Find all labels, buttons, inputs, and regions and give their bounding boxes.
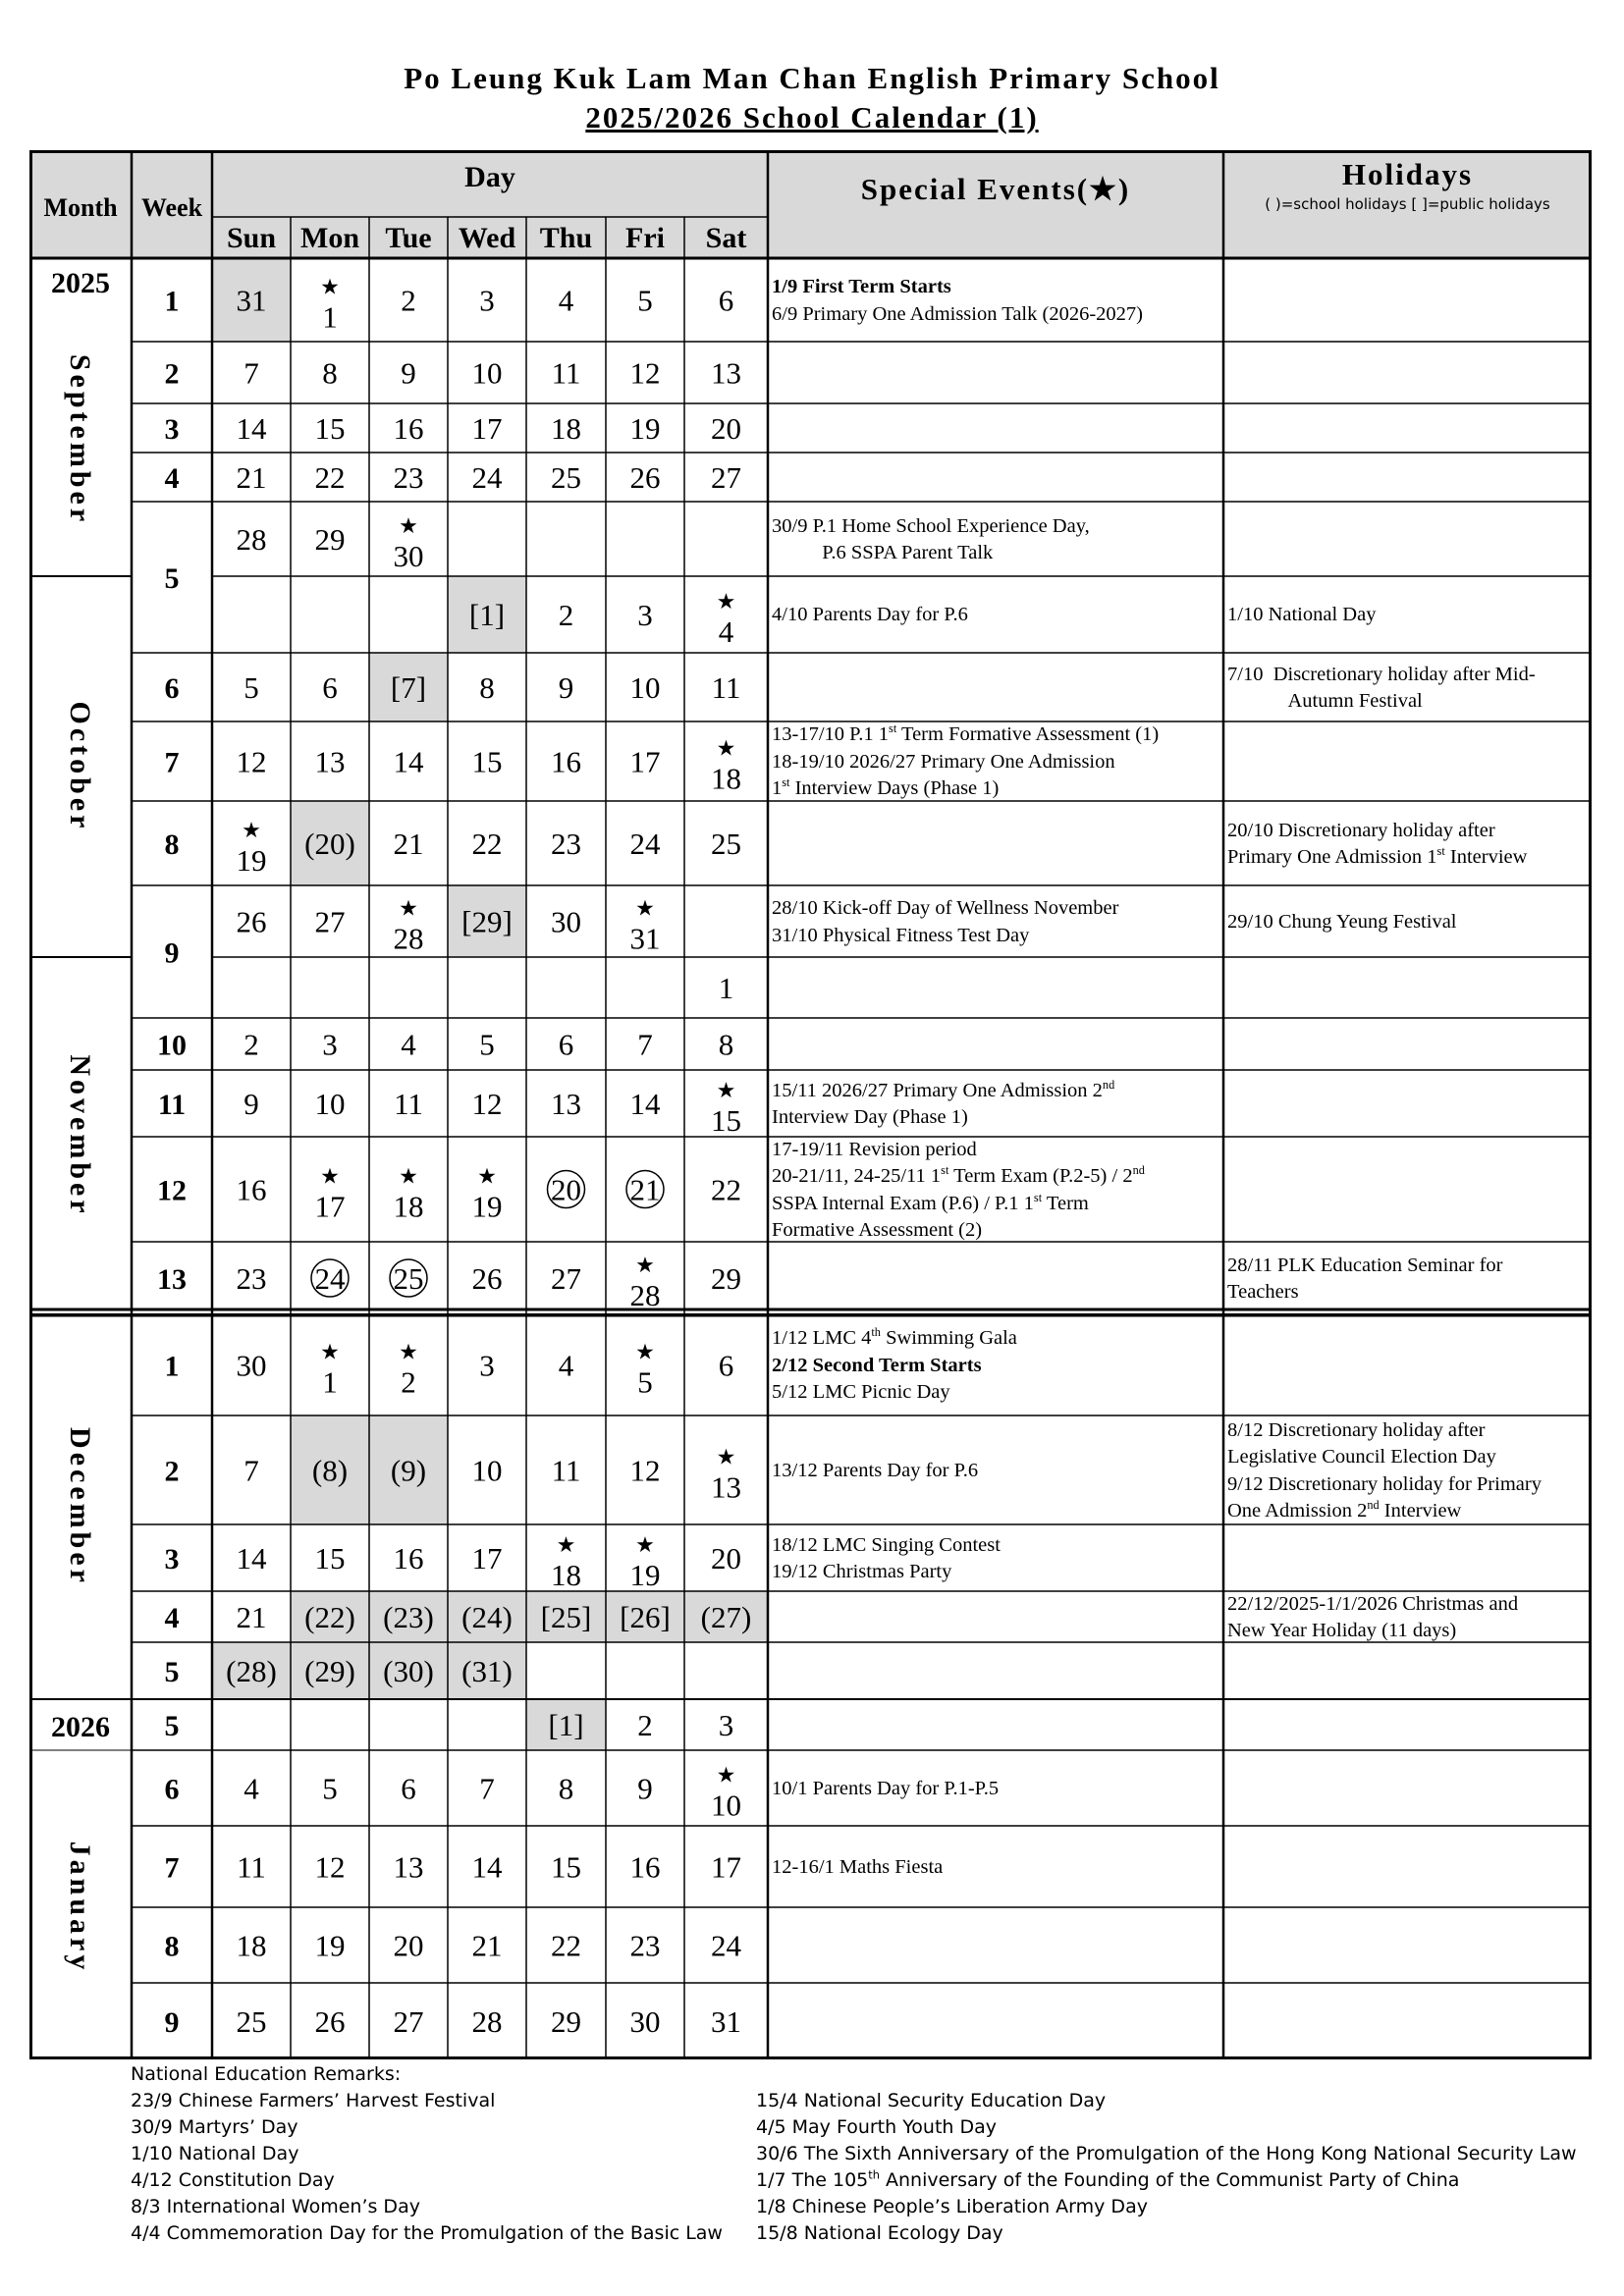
month-september [64,354,96,525]
special-event: 31/10 Physical Fitness Test Day [772,924,1030,946]
day-number: 10 [711,1788,741,1823]
events-cell [772,1828,1221,1907]
remark-item: 15/8 National Ecology Day [756,2222,1003,2244]
day-number: 14 [629,1087,661,1121]
event-star-icon: ★ [399,1339,418,1364]
week-number: 1 [164,285,180,318]
day-number: 3 [322,1027,338,1062]
holiday-entry: 8/12 Discretionary holiday after [1227,1418,1486,1441]
day-number: 17 [471,1541,503,1575]
holidays-cell [1227,803,1590,885]
day-number: 8 [558,1771,574,1806]
week-number: 5 [164,562,180,595]
event-star-icon: ★ [242,818,261,842]
day-number: 21 [236,460,267,495]
day-number: 13 [711,355,741,391]
event-star-icon: ★ [399,895,418,921]
events-cell [772,1417,1221,1524]
year-label: 2026 [51,1711,110,1743]
month-december [64,1427,96,1586]
day-number: 28 [471,2004,503,2039]
holiday-entry: 20/10 Discretionary holiday after [1227,819,1495,841]
day-number: 10 [314,1087,346,1121]
special-event: 30/9 P.1 Home School Experience Day, [772,514,1090,537]
day-number: 19 [629,1558,661,1592]
day-number: 11 [711,670,741,705]
day-number: 16 [393,1541,424,1575]
day-number: 25 [711,827,741,861]
header-sat: Sat [705,222,747,254]
month-label: December [64,1427,96,1586]
special-event: SSPA Internal Exam (P.6) / P.1 1st Term [772,1190,1089,1214]
month-label: October [64,701,96,832]
month-label: September [64,353,96,526]
holiday-entry: 28/11 PLK Education Seminar for [1227,1254,1503,1276]
holiday-entry: 7/10 Discretionary holiday after Mid- [1227,663,1536,685]
day-number: 16 [236,1172,267,1207]
day-number: 28 [629,1278,661,1312]
header-fri: Fri [625,222,665,254]
day-number: 27 [551,1261,581,1296]
special-event: 4/10 Parents Day for P.6 [772,604,968,626]
special-event: 15/11 2026/27 Primary One Admission 2nd [772,1077,1115,1101]
day-number: 3 [479,283,495,318]
remark-item: 23/9 Chinese Farmers’ Harvest Festival [131,2090,496,2111]
day-number: 13 [551,1087,581,1121]
day-number: 25 [236,2004,267,2039]
day-number: 27 [711,460,741,495]
remark-item: 4/4 Commemoration Day for the Promulgation of the Basic Law [131,2222,723,2244]
day-number: 26 [471,1261,503,1296]
event-star-icon: ★ [399,1163,418,1189]
header-special-events: Special Events(★) [860,172,1131,206]
special-event: 5/12 LMC Picnic Day [772,1381,950,1404]
week-number: 6 [164,1773,180,1806]
day-number: [29] [461,904,513,939]
event-star-icon: ★ [556,1532,576,1557]
calendar-title: 2025/2026 School Calendar (1) [585,100,1039,134]
day-number: 14 [236,411,267,446]
day-number: 15 [314,411,346,446]
day-number: 13 [314,744,346,779]
school-name: Po Leung Kuk Lam Man Chan English Primary School [404,61,1220,95]
day-number: 9 [244,1087,259,1121]
day-number: 6 [401,1771,416,1806]
day-number: 23 [236,1261,267,1296]
month-label: November [64,1054,96,1217]
remark-item: 1/10 National Day [131,2143,299,2164]
day-number: 30 [551,904,581,939]
remarks-heading: National Education Remarks: [131,2063,402,2085]
holiday-entry: 9/12 Discretionary holiday for Primary [1227,1472,1542,1495]
holiday-entry: Primary One Admission 1st Interview [1227,844,1528,868]
remark-item: 4/5 May Fourth Youth Day [756,2116,997,2138]
day-number: 25 [551,460,581,495]
week-number: 4 [164,1602,180,1634]
day-number: 21 [629,1172,661,1207]
day-number: 5 [637,1364,653,1400]
day-number: 29 [711,1261,741,1296]
day-number: 30 [236,1348,267,1383]
special-event: 19/12 Christmas Party [772,1561,952,1582]
remark-item: 30/6 The Sixth Anniversary of the Promulgation of the Hong Kong National Security Law [756,2143,1577,2164]
day-number: 16 [629,1849,661,1885]
day-number: 19 [471,1189,503,1224]
day-number: 9 [637,1771,653,1806]
day-number: 8 [718,1027,734,1062]
day-number: 22 [314,460,346,495]
header-mon: Mon [300,222,359,254]
events-cell [772,1316,1221,1415]
day-number: 30 [393,539,424,573]
remark-item: 30/9 Martyrs’ Day [131,2116,298,2138]
header-tue: Tue [385,222,432,254]
remark-item: 15/4 National Security Education Day [756,2090,1107,2111]
day-number: 13 [393,1849,424,1885]
events-cell [772,1752,1221,1826]
day-number: 23 [551,827,581,861]
day-number: 24 [314,1261,346,1296]
day-number: 26 [236,904,267,939]
day-number: 8 [479,670,495,705]
holiday-entry: Autumn Festival [1227,690,1423,712]
week-number: 3 [164,413,180,446]
day-number: 12 [236,744,267,779]
day-number: (29) [304,1654,355,1688]
school-calendar-table [29,150,1592,2059]
day-number: (27) [700,1600,752,1634]
week-number: 7 [164,746,180,779]
day-number: 27 [393,2004,424,2039]
day-number: 19 [629,411,661,446]
week-number: 6 [164,672,180,705]
special-event: 2/12 Second Term Starts [772,1354,982,1376]
day-number: 19 [236,843,267,878]
day-number: 26 [314,2004,346,2039]
day-number: 10 [471,355,503,391]
month-label: January [64,1841,96,1974]
event-star-icon: ★ [320,274,340,299]
day-number: 5 [479,1027,495,1062]
special-event: 18-19/10 2026/27 Primary One Admission [772,750,1115,773]
special-event: 1st Interview Days (Phase 1) [772,775,1000,800]
event-star-icon: ★ [716,589,736,614]
year-label: 2025 [51,267,110,299]
day-number: 5 [637,283,653,318]
day-number: 18 [236,1928,267,1963]
day-number: 21 [236,1600,267,1634]
day-number: 18 [551,1558,581,1592]
day-number: 6 [718,283,734,318]
holiday-entry: 29/10 Chung Yeung Festival [1227,910,1457,933]
events-cell [772,260,1221,342]
day-number: 21 [393,827,424,861]
day-number: 7 [479,1771,495,1806]
day-number: 17 [629,744,661,779]
day-number: 1 [322,299,338,335]
week-number: 8 [164,1930,180,1963]
special-event: 6/9 Primary One Admission Talk (2026-2027) [772,302,1143,325]
day-number: 7 [637,1027,653,1062]
day-number: 23 [393,460,424,495]
day-number: 22 [551,1928,581,1963]
day-number: 12 [629,355,661,391]
week-number: 10 [157,1029,187,1062]
day-number: 31 [236,283,267,318]
day-number: 9 [401,355,416,391]
day-number: 20 [711,1541,741,1575]
header-week: Week [140,193,203,222]
event-star-icon: ★ [716,1762,736,1788]
week-number: 2 [164,357,180,391]
day-number: 6 [322,670,338,705]
event-star-icon: ★ [635,1253,655,1277]
day-number: 24 [471,460,503,495]
day-number: [1] [548,1708,584,1742]
week-number: 13 [157,1263,187,1296]
day-number: 18 [711,761,741,796]
header-holidays: Holidays [1341,157,1474,191]
day-number: 8 [322,355,338,391]
header-day: Day [464,161,515,193]
week-number: 11 [157,1089,187,1121]
remark-item: 1/7 The 105th Anniversary of the Founding of the Communist Party of China [756,2167,1460,2191]
remark-item: 8/3 International Women’s Day [131,2196,420,2217]
week-number: 3 [164,1543,180,1575]
header-month: Month [43,193,118,222]
day-number: 27 [314,904,346,939]
event-star-icon: ★ [716,735,736,761]
week-number: 5 [164,1656,180,1688]
week-number: 8 [164,828,180,861]
day-number: 12 [314,1849,346,1885]
special-event: P.6 SSPA Parent Talk [772,542,994,563]
day-number: 2 [401,1364,416,1400]
day-number: 11 [394,1087,423,1121]
day-number: 6 [558,1027,574,1062]
day-number: 15 [711,1103,741,1138]
day-number: (20) [304,827,355,861]
day-number: 12 [629,1453,661,1488]
national-education-remarks [131,2061,1584,2272]
special-event: 10/1 Parents Day for P.1-P.5 [772,1777,1000,1799]
day-number: 10 [629,670,661,705]
day-number: 14 [471,1849,503,1885]
week-number: 12 [157,1174,187,1207]
day-number: 2 [637,1708,653,1742]
day-number: 3 [718,1708,734,1742]
events-cell [772,578,1221,653]
day-number: 28 [393,921,424,956]
event-star-icon: ★ [716,1078,736,1102]
day-number: 13 [711,1469,741,1505]
event-star-icon: ★ [320,1163,340,1189]
day-number: 21 [471,1928,503,1963]
day-number: 24 [629,827,661,861]
day-number: (28) [226,1654,277,1688]
day-number: (30) [383,1654,434,1688]
day-number: 4 [401,1027,416,1062]
day-number: 20 [393,1928,424,1963]
day-number: 22 [711,1172,741,1207]
special-event: 13-17/10 P.1 1st Term Formative Assessment (1) [772,723,1160,746]
month-october [64,702,96,832]
remark-item: 4/12 Constitution Day [131,2169,335,2191]
event-star-icon: ★ [635,1339,655,1364]
day-number: 31 [711,2004,741,2039]
holiday-entry: One Admission 2nd Interview [1227,1498,1462,1522]
day-number: (8) [311,1453,349,1488]
event-star-icon: ★ [477,1163,497,1189]
special-event: 13/12 Parents Day for P.6 [772,1459,979,1481]
event-star-icon: ★ [716,1444,736,1469]
holidays-cell [1227,578,1590,653]
header-wed: Wed [458,222,516,254]
special-event: 28/10 Kick-off Day of Wellness November [772,897,1119,919]
event-star-icon: ★ [399,513,418,538]
special-event: 17-19/11 Revision period [772,1139,977,1160]
month-january [64,1842,96,1974]
day-number: 11 [551,355,581,391]
week-number: 7 [164,1851,180,1885]
day-number: 9 [558,670,574,705]
day-number: 7 [244,355,259,391]
events-cell [772,504,1221,576]
event-star-icon: ★ [320,1339,340,1364]
day-number: 2 [558,598,574,632]
special-event: 1/12 LMC 4th Swimming Gala [772,1325,1017,1350]
day-number: [7] [390,670,427,705]
day-number: 28 [236,522,267,557]
day-number: 10 [471,1453,503,1488]
day-number: 19 [314,1928,346,1963]
events-cell [772,1072,1221,1137]
day-number: 26 [629,460,661,495]
holiday-entry: New Year Holiday (11 days) [1227,1620,1457,1641]
day-number: 5 [244,670,259,705]
day-number: 4 [718,614,734,649]
day-number: 17 [711,1849,741,1885]
day-number: (9) [390,1453,427,1488]
events-cell [772,887,1221,957]
day-number: 16 [393,411,424,446]
day-number: 11 [551,1453,581,1488]
day-number: 14 [236,1541,267,1575]
day-number: 29 [314,522,346,557]
special-event: 18/12 LMC Singing Contest [772,1533,1001,1556]
day-number: 7 [244,1453,259,1488]
events-cell [772,1526,1221,1591]
week-number: 2 [164,1455,180,1488]
day-number: 15 [551,1849,581,1885]
day-number: 2 [244,1027,259,1062]
page-title [0,59,1624,137]
day-number: [1] [468,598,506,632]
day-number: 5 [322,1771,338,1806]
day-number: (22) [304,1600,355,1634]
day-number: 25 [393,1261,424,1296]
day-number: 4 [244,1771,259,1806]
holidays-legend: ( )=school holidays [ ]=public holidays [1265,195,1550,213]
week-number: 4 [164,462,180,495]
holiday-entry: Teachers [1227,1281,1299,1303]
day-number: 11 [237,1849,266,1885]
day-number: 1 [322,1364,338,1400]
day-number: 20 [551,1172,581,1207]
day-number: 3 [637,598,653,632]
week-number: 5 [164,1710,180,1742]
day-number: (24) [461,1600,513,1634]
day-number: (23) [383,1600,434,1634]
holidays-cell [1227,1417,1590,1524]
events-cell [772,1139,1221,1242]
day-number: 15 [314,1541,346,1575]
holiday-entry: Legislative Council Election Day [1227,1446,1496,1468]
day-number: 20 [711,411,741,446]
month-november [64,1054,96,1216]
remark-item: 1/8 Chinese People’s Liberation Army Day [756,2196,1148,2217]
day-number: [25] [540,1600,592,1634]
day-number: [26] [620,1600,671,1634]
event-star-icon: ★ [635,1532,655,1557]
day-number: 2 [401,283,416,318]
week-number: 9 [164,936,180,970]
event-star-icon: ★ [635,895,655,921]
holidays-cell [1227,1244,1590,1314]
day-number: 17 [314,1189,346,1224]
week-number: 1 [164,1350,180,1383]
day-number: 12 [471,1087,503,1121]
holidays-cell [1227,887,1590,957]
holidays-cell [1227,655,1590,721]
day-number: 6 [718,1348,734,1383]
special-event: Interview Day (Phase 1) [772,1106,968,1128]
day-number: 18 [393,1189,424,1224]
holiday-entry: 22/12/2025-1/1/2026 Christmas and [1227,1593,1519,1615]
day-number: 15 [471,744,503,779]
holidays-cell [1227,1593,1590,1642]
header-thu: Thu [539,222,593,254]
day-number: 30 [629,2004,661,2039]
day-number: 17 [471,411,503,446]
special-event: Formative Assessment (2) [772,1219,983,1241]
day-number: 18 [551,411,581,446]
day-number: 31 [629,921,661,956]
day-number: 29 [551,2004,581,2039]
events-cell [772,723,1221,801]
day-number: 4 [558,283,574,318]
day-number: 3 [479,1348,495,1383]
day-number: 23 [629,1928,661,1963]
day-number: 24 [711,1928,741,1963]
day-number: 14 [393,744,424,779]
day-number: (31) [461,1654,513,1688]
header-sun: Sun [226,222,277,254]
day-number: 4 [558,1348,574,1383]
day-number: 22 [471,827,503,861]
day-number: 16 [551,744,581,779]
special-event: 20-21/11, 24-25/11 1st Term Exam (P.2-5) / 2nd [772,1163,1145,1187]
day-number: 1 [718,971,734,1005]
week-number: 9 [164,2006,180,2039]
special-event: 12-16/1 Maths Fiesta [772,1855,944,1878]
special-event: 1/9 First Term Starts [772,276,951,297]
holiday-entry: 1/10 National Day [1227,604,1377,626]
